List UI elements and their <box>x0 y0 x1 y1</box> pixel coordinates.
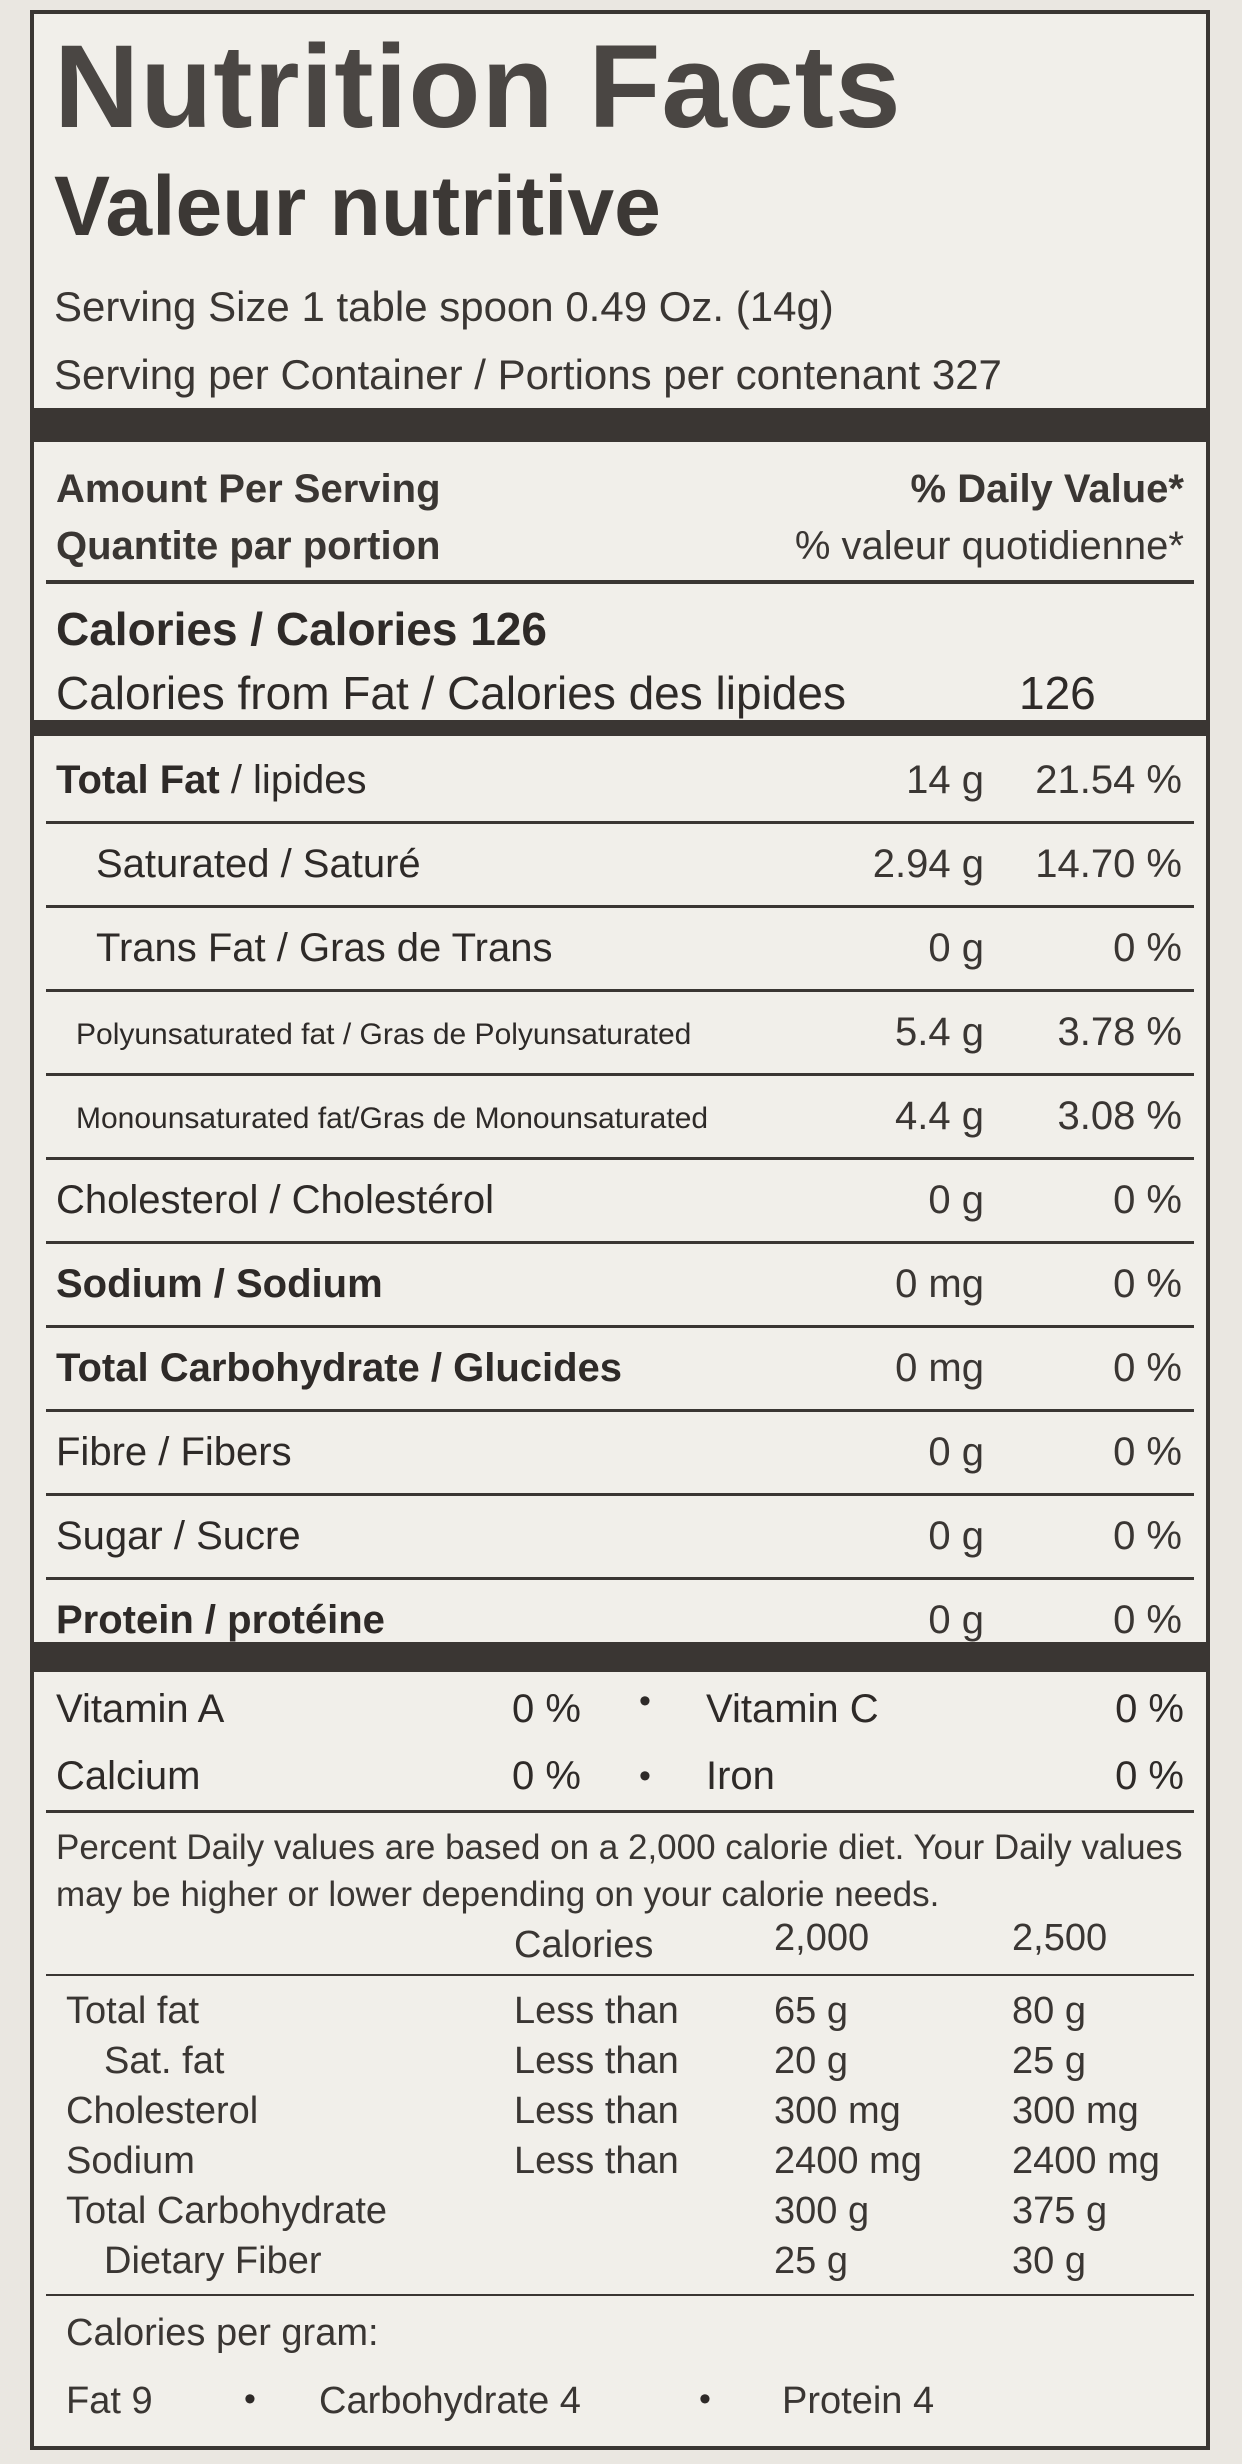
divider <box>46 1974 1194 1976</box>
nutrient-name <box>56 1600 385 1640</box>
bullet-icon: • <box>244 2380 256 2418</box>
reference-2000: 300 mg <box>774 2090 901 2132</box>
nutrient-amount: 0 g <box>928 926 984 970</box>
nutrient-name <box>56 1432 292 1472</box>
nutrition-label <box>30 10 1210 2450</box>
nutrient-row <box>46 1328 1194 1412</box>
nutrient-name-bold: Total Fat <box>56 758 220 802</box>
reference-qualifier: Less than <box>514 2140 679 2182</box>
nutrient-name-bold: Protein / protéine <box>56 1598 385 1642</box>
reference-qualifier: Less than <box>514 2040 679 2082</box>
nutrient-name <box>56 760 366 800</box>
calories-label-text: Calories / Calories <box>56 603 458 655</box>
nutrient-name-text: Monounsaturated fat/Gras de Monounsaturated <box>76 1102 709 1135</box>
reference-2500: 30 g <box>1012 2240 1086 2282</box>
daily-value-header: % Daily Value* <box>910 467 1184 511</box>
daily-values-footnote: Percent Daily values are based on a 2,000 calorie diet. Your Daily values may be higher or lower depending on your calorie needs. <box>56 1828 1183 1915</box>
reference-qualifier: Less than <box>514 2090 679 2132</box>
nutrient-row <box>46 908 1194 992</box>
bullet-icon: • <box>639 1682 651 1720</box>
nutrient-daily-value: 0 % <box>1113 1514 1182 1558</box>
nutrient-amount: 0 mg <box>895 1262 984 1306</box>
bullet-icon: • <box>699 2380 711 2418</box>
protein-per-gram: Protein 4 <box>782 2380 935 2422</box>
calories-per-gram-label: Calories per gram: <box>66 2312 379 2354</box>
nutrient-amount: 14 g <box>906 758 984 802</box>
reference-2000: 65 g <box>774 1990 848 2032</box>
nutrient-daily-value: 0 % <box>1113 1178 1182 1222</box>
calories-value: 126 <box>470 603 547 655</box>
reference-nutrient: Total Carbohydrate <box>66 2190 388 2232</box>
nutrient-name-text: Polyunsaturated fat / Gras de Polyunsaturated <box>76 1018 692 1051</box>
divider <box>46 2294 1194 2296</box>
nutrient-name-text: Trans Fat / Gras de Trans <box>96 926 553 970</box>
nutrient-row <box>46 992 1194 1076</box>
vitamin-c-label: Vitamin C <box>706 1687 879 1731</box>
nutrient-name-text: Cholesterol / Cholestérol <box>56 1178 494 1222</box>
reference-2500: 80 g <box>1012 1990 1086 2032</box>
reference-nutrient: Total fat <box>66 1990 200 2032</box>
iron-value: 0 % <box>1115 1754 1184 1798</box>
serving-size: Serving Size 1 table spoon 0.49 Oz. (14g) <box>54 283 834 330</box>
nutrient-row <box>46 740 1194 824</box>
nutrient-daily-value: 14.70 % <box>1035 842 1182 886</box>
calories-column-label: Calories <box>514 1924 654 1966</box>
reference-nutrient: Sodium <box>66 2140 195 2182</box>
reference-nutrient: Cholesterol <box>66 2090 259 2132</box>
nutrient-name-text: Sugar / Sucre <box>56 1514 301 1558</box>
nutrient-name-text: / lipides <box>219 758 367 802</box>
nutrient-amount: 0 g <box>928 1514 984 1558</box>
nutrient-amount: 0 g <box>928 1430 984 1474</box>
nutrient-name <box>56 1348 622 1388</box>
nutrient-name-text: Fibre / Fibers <box>56 1430 292 1474</box>
calories-label <box>56 603 547 655</box>
nutrient-amount: 4.4 g <box>895 1094 984 1138</box>
quantite-par-portion: Quantite par portion <box>56 524 441 568</box>
amount-per-serving: Amount Per Serving <box>56 467 441 511</box>
reference-qualifier: Less than <box>514 1990 679 2032</box>
nutrient-daily-value: 0 % <box>1113 1598 1182 1642</box>
nutrient-daily-value: 0 % <box>1113 1430 1182 1474</box>
nutrient-daily-value: 0 % <box>1113 926 1182 970</box>
nutrient-daily-value: 3.78 % <box>1057 1010 1182 1054</box>
reference-2500: 300 mg <box>1012 2090 1139 2132</box>
reference-2000: 2400 mg <box>774 2140 922 2182</box>
nutrient-name <box>56 1516 301 1556</box>
thick-divider <box>34 408 1206 442</box>
vitamin-a-value: 0 % <box>512 1687 581 1731</box>
calories-2500: 2,500 <box>1012 1917 1108 1959</box>
nutrient-name <box>96 844 421 884</box>
calories-2000: 2,000 <box>774 1917 870 1959</box>
nutrient-name <box>96 928 552 968</box>
reference-2000: 300 g <box>774 2190 870 2232</box>
nutrient-daily-value: 3.08 % <box>1057 1094 1182 1138</box>
valeur-quotidienne-header: % valeur quotidienne* <box>794 524 1184 568</box>
nutrient-name-bold: Sodium / Sodium <box>56 1262 383 1306</box>
nutrient-row <box>46 1412 1194 1496</box>
nutrient-row <box>46 1244 1194 1328</box>
nutrient-name-bold: Total Carbohydrate / Glucides <box>56 1346 623 1390</box>
nutrient-amount: 0 mg <box>895 1346 984 1390</box>
fat-per-gram: Fat 9 <box>66 2380 153 2422</box>
vitamin-c-value: 0 % <box>1115 1687 1184 1731</box>
nutrient-name <box>76 1020 691 1050</box>
nutrient-row <box>46 1496 1194 1580</box>
nutrient-amount: 5.4 g <box>895 1010 984 1054</box>
nutrient-name-text: Saturated / Saturé <box>96 842 421 886</box>
nutrient-daily-value: 0 % <box>1113 1346 1182 1390</box>
nutrient-name <box>56 1180 494 1220</box>
reference-2000: 20 g <box>774 2040 848 2082</box>
servings-per-container: Serving per Container / Portions per contenant 327 <box>54 351 1002 398</box>
reference-2500: 25 g <box>1012 2040 1086 2082</box>
nutrient-name <box>56 1264 383 1304</box>
calories-from-fat-value: 126 <box>1019 667 1096 719</box>
subtitle: Valeur nutritive <box>54 159 661 253</box>
nutrient-row <box>46 1076 1194 1160</box>
nutrient-daily-value: 0 % <box>1113 1262 1182 1306</box>
nutrient-row <box>46 1160 1194 1244</box>
reference-2500: 375 g <box>1012 2190 1108 2232</box>
nutrient-amount: 0 g <box>928 1598 984 1642</box>
nutrient-row <box>46 824 1194 908</box>
reference-2500: 2400 mg <box>1012 2140 1160 2182</box>
reference-2000: 25 g <box>774 2240 848 2282</box>
title: Nutrition Facts <box>54 21 902 153</box>
calories-from-fat-label: Calories from Fat / Calories des lipides <box>56 667 846 719</box>
divider <box>46 1810 1194 1813</box>
divider <box>46 580 1194 584</box>
nutrient-amount: 0 g <box>928 1178 984 1222</box>
nutrient-daily-value: 21.54 % <box>1035 758 1182 802</box>
vitamin-a-label: Vitamin A <box>56 1687 225 1731</box>
reference-nutrient: Dietary Fiber <box>104 2240 322 2282</box>
thick-divider <box>34 720 1206 736</box>
iron-label: Iron <box>706 1754 775 1798</box>
carbohydrate-per-gram: Carbohydrate 4 <box>319 2380 581 2422</box>
nutrient-amount: 2.94 g <box>872 842 984 886</box>
bullet-icon: • <box>639 1757 651 1795</box>
thick-divider <box>34 1642 1206 1672</box>
calcium-value: 0 % <box>512 1754 581 1798</box>
reference-nutrient: Sat. fat <box>104 2040 225 2082</box>
calcium-label: Calcium <box>56 1754 201 1798</box>
nutrient-name <box>76 1104 708 1134</box>
